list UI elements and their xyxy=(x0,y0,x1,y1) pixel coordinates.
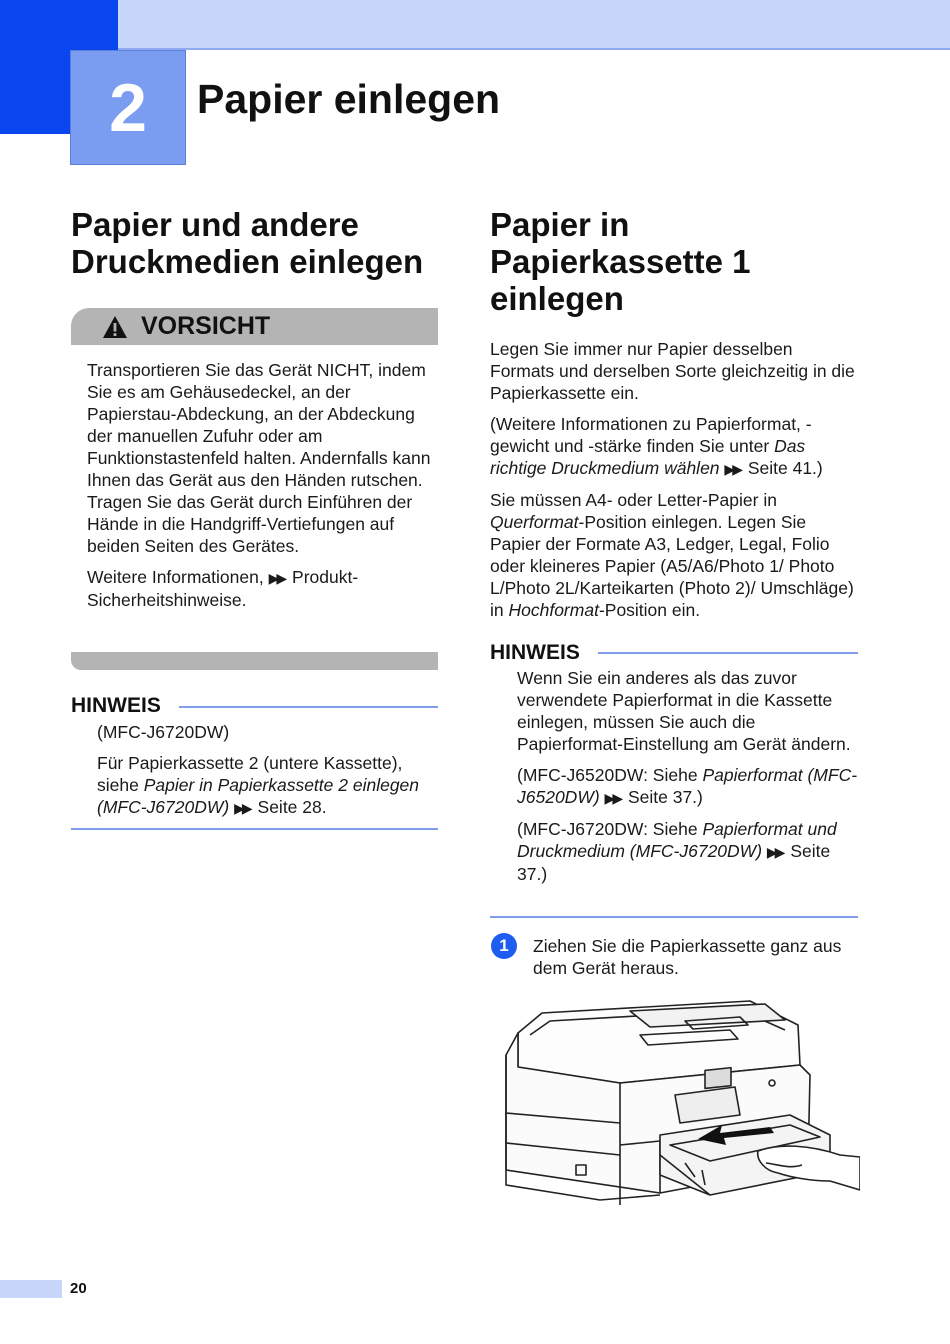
note-model-line: (MFC-J6720DW) xyxy=(97,722,230,742)
note-text: Wenn Sie ein anderes als das zuvor verwendete Papierformat in die Kassette einlegen, müssen Sie auch die Papierformat-Einstellung am Gerät ändern. xyxy=(517,668,851,754)
ref-6720-link[interactable]: Papierformat und Druckmedium (MFC-J6720DW) xyxy=(517,819,837,861)
note-ref-6520 xyxy=(517,764,862,809)
note-ref-page: Seite 28. xyxy=(257,797,327,817)
ref-6520-link[interactable]: Papierformat (MFC-J6520DW) xyxy=(517,765,858,807)
para-3-e: -Position ein. xyxy=(598,600,701,620)
right-heading: Papier in Papierkassette 1 einlegen xyxy=(490,206,751,317)
caution-ref-post: Produkt-Sicherheitshinweise. xyxy=(87,567,359,610)
caution-bottom-bar xyxy=(71,652,438,670)
header-band xyxy=(118,0,950,50)
caution-text: Transportieren Sie das Gerät NICHT, indem Sie es am Gehäusedeckel, an der Papierstau-Abdeckung, an der Abdeckung der manuellen Zufuhr oder am Funktionstastenfeld halten. Andernfalls kann Ihnen das Gerät aus den Händen rutschen. Tragen Sie das Gerät durch Einführen der Hände in die Handgriff-Vertiefungen auf beiden Seiten des Gerätes. xyxy=(87,360,431,556)
caution-ref-pre: Weitere Informationen, xyxy=(87,567,264,587)
note-title-rule xyxy=(598,652,858,654)
double-arrow-icon: ▶▶ xyxy=(268,570,285,586)
right-body xyxy=(490,338,858,621)
para-2-page: Seite 41.) xyxy=(747,458,823,478)
note-ref-link[interactable]: Papier in Papierkassette 2 einlegen (MFC-J6720DW) xyxy=(97,775,420,817)
note-title-left: HINWEIS xyxy=(71,694,161,717)
chapter-title: Papier einlegen xyxy=(197,76,501,122)
note-body-left xyxy=(97,721,437,819)
ref-6520-page: Seite 37.) xyxy=(627,787,703,807)
caution-body xyxy=(87,359,437,611)
double-arrow-icon: ▶▶ xyxy=(234,800,250,816)
ref-6720-pre: (MFC-J6720DW: Siehe xyxy=(517,819,703,839)
para-3-c: -Position einlegen. Legen Sie Papier der Formate A3, Ledger, Legal, Folio oder kleineres Papier (A5/A6/Photo 1/ Photo L/Photo 2L/Karteikarten (Photo 2)/ Umschläge) in xyxy=(490,512,854,620)
step-text: Ziehen Sie die Papierkassette ganz aus dem Gerät heraus. xyxy=(533,936,842,978)
double-arrow-icon: ▶▶ xyxy=(604,790,621,806)
note-reference-line xyxy=(97,752,437,819)
page-number-tab xyxy=(0,1280,62,1298)
caution-label: VORSICHT xyxy=(141,312,271,340)
note-bottom-rule xyxy=(71,828,438,830)
para-2-pre: (Weitere Informationen zu Papierformat, -gewicht und -stärke finden Sie unter xyxy=(490,414,812,456)
ref-6720-page: Seite 37.) xyxy=(517,841,831,884)
double-arrow-icon: ▶▶ xyxy=(766,844,783,860)
para-3-d: Hochformat xyxy=(508,600,599,620)
caution-reference xyxy=(87,566,437,611)
para-2-link[interactable]: Das richtige Druckmedium wählen xyxy=(490,436,806,478)
ref-6520-pre: (MFC-J6520DW: Siehe xyxy=(517,765,703,785)
para-3-b: Querformat xyxy=(490,512,579,532)
note-body-right xyxy=(517,667,862,885)
step-number-badge: 1 xyxy=(491,933,517,959)
double-arrow-icon: ▶▶ xyxy=(724,461,740,477)
warning-icon xyxy=(102,315,128,339)
para-3-a: Sie müssen A4- oder Letter-Papier in xyxy=(490,490,777,510)
left-heading: Papier und andere Druckmedien einlegen xyxy=(71,206,424,280)
para-2 xyxy=(490,413,858,480)
note-bottom-rule xyxy=(490,916,858,918)
note-ref-6720 xyxy=(517,818,862,885)
note-title-rule xyxy=(179,706,438,708)
printer-illustration xyxy=(490,995,860,1220)
chapter-number: 2 xyxy=(70,50,186,165)
note-ref-pre: Für Papierkassette 2 (untere Kassette), siehe xyxy=(97,753,403,795)
para-1: Legen Sie immer nur Papier desselben Formats und derselben Sorte gleichzeitig in die Papierkassette ein. xyxy=(490,339,855,403)
note-title-right: HINWEIS xyxy=(490,641,580,664)
page-number: 20 xyxy=(70,1280,87,1297)
para-3 xyxy=(490,489,858,621)
